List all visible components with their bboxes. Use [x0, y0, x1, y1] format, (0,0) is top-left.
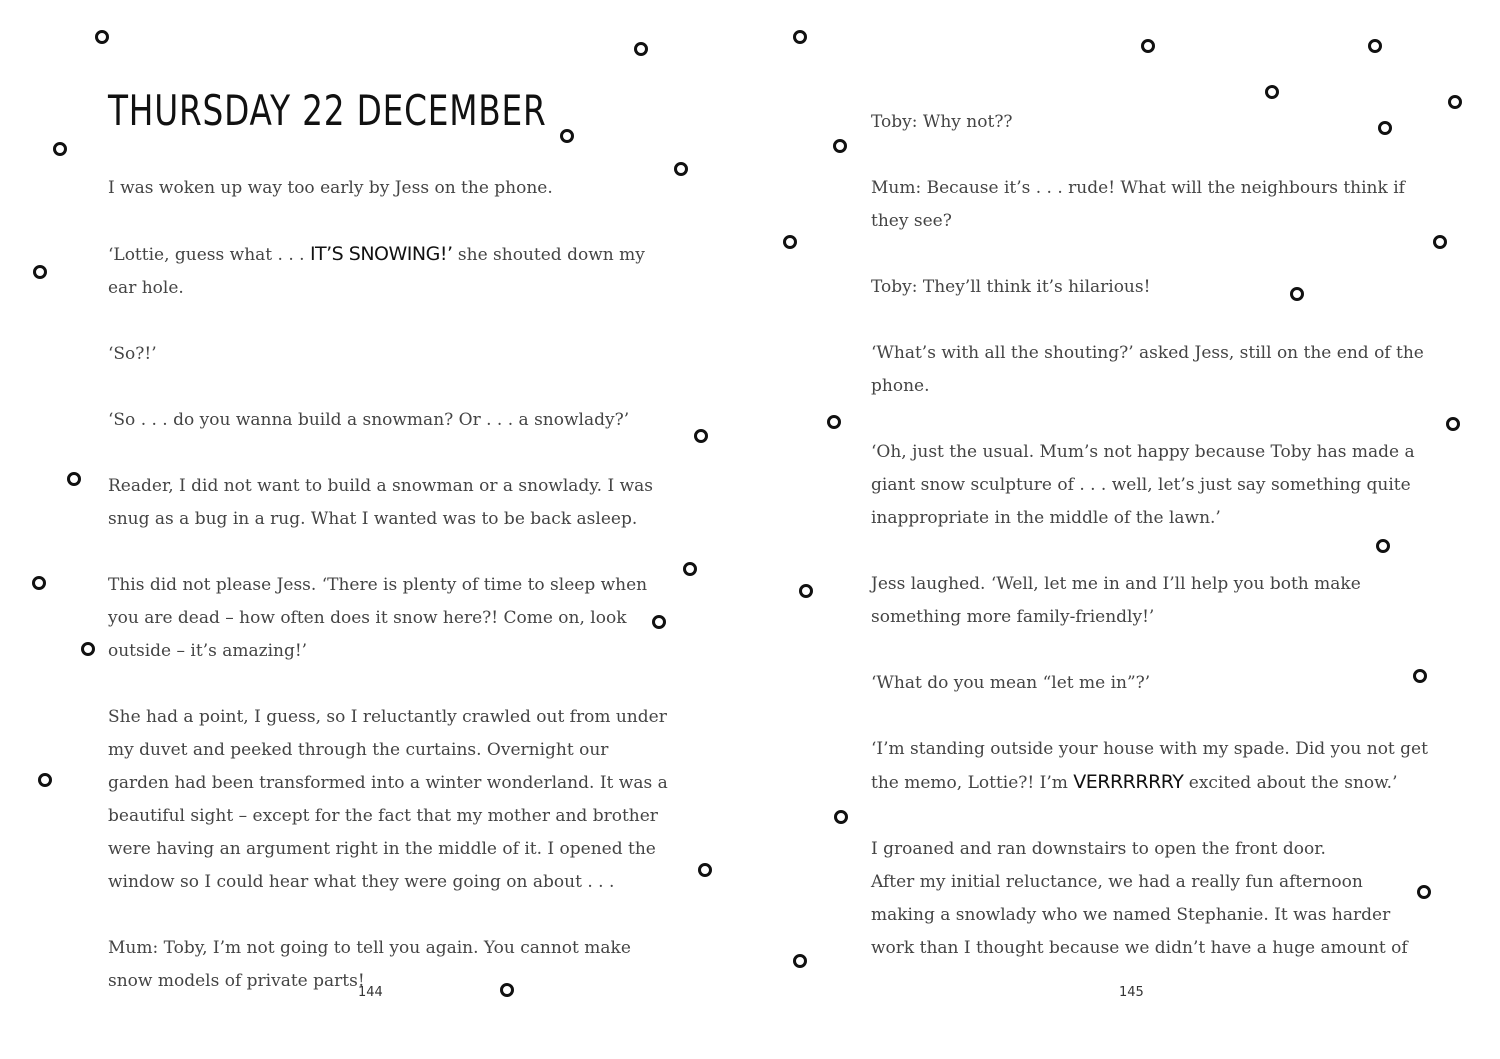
snow-dot-icon	[53, 142, 67, 156]
snow-dot-icon	[833, 139, 847, 153]
snow-dot-icon	[81, 642, 95, 656]
snow-dot-icon	[1290, 287, 1304, 301]
snow-dot-icon	[1141, 39, 1155, 53]
snow-dot-icon	[1417, 885, 1431, 899]
snow-dot-icon	[783, 235, 797, 249]
page-number: 145	[1119, 985, 1144, 1000]
snow-dot-icon	[33, 265, 47, 279]
snow-dot-icon	[652, 615, 666, 629]
paragraph: Jess laughed. ‘Well, let me in and I’ll help you both make something more family-friendly!’	[871, 574, 1361, 627]
snow-dot-icon	[674, 162, 688, 176]
page-number: 144	[358, 985, 383, 1000]
snow-dot-icon	[1446, 417, 1460, 431]
right-page	[750, 0, 1500, 1059]
paragraph: Mum: Toby, I’m not going to tell you again. You cannot make snow models of private parts!	[108, 938, 631, 991]
snow-dot-icon	[95, 30, 109, 44]
snow-dot-icon	[1448, 95, 1462, 109]
snow-dot-icon	[32, 576, 46, 590]
shouted-text: VERRRRRRY	[1073, 771, 1184, 793]
snow-dot-icon	[634, 42, 648, 56]
paragraph: This did not please Jess. ‘There is plenty of time to sleep when you are dead – how often does it snow here?! Come on, look outside – it’s amazing!’	[108, 575, 648, 661]
paragraph: ‘What do you mean “let me in”?’	[871, 673, 1151, 693]
paragraph: ‘What’s with all the shouting?’ asked Jess, still on the end of the phone.	[871, 343, 1424, 396]
paragraph: Mum: Because it’s . . . rude! What will the neighbours think if they see?	[871, 178, 1405, 231]
snow-dot-icon	[683, 562, 697, 576]
paragraph-text: she shouted down my ear hole.	[108, 245, 645, 298]
snow-dot-icon	[38, 773, 52, 787]
paragraph: Toby: They’ll think it’s hilarious!	[871, 277, 1151, 297]
paragraph: ‘Oh, just the usual. Mum’s not happy because Toby has made a giant snow sculpture of . . . well, let’s just say something quite inappropriate in the middle of the lawn.’	[871, 442, 1415, 528]
snow-dot-icon	[698, 863, 712, 877]
snow-dot-icon	[799, 584, 813, 598]
snow-dot-icon	[1368, 39, 1382, 53]
paragraph-text: ‘Lottie, guess what . . .	[108, 245, 310, 265]
snow-dot-icon	[793, 954, 807, 968]
paragraph: I was woken up way too early by Jess on the phone.	[108, 178, 553, 198]
paragraph-text: excited about the snow.’	[1183, 773, 1398, 793]
snow-dot-icon	[560, 129, 574, 143]
snow-dot-icon	[827, 415, 841, 429]
snow-dot-icon	[1376, 539, 1390, 553]
paragraph: I groaned and ran downstairs to open the front door.	[871, 839, 1326, 859]
snow-dot-icon	[1265, 85, 1279, 99]
snow-dot-icon	[1378, 121, 1392, 135]
paragraph	[108, 238, 668, 305]
snow-dot-icon	[694, 429, 708, 443]
paragraph: She had a point, I guess, so I reluctantly crawled out from under my duvet and peeked through the curtains. Overnight our garden had been transformed into a winter wonderland. It was a beautiful sight – except for the fact that my mother and brother were having an argument right in the middle of it. I opened the window so I could hear what they were going on about . . .	[108, 707, 668, 892]
snow-dot-icon	[1413, 669, 1427, 683]
left-page-text	[108, 172, 668, 1031]
paragraph: ‘So?!’	[108, 344, 157, 364]
snow-dot-icon	[500, 983, 514, 997]
snow-dot-icon	[1433, 235, 1447, 249]
paragraph	[871, 733, 1431, 800]
snow-dot-icon	[834, 810, 848, 824]
right-page-text	[871, 106, 1431, 998]
diary-date-heading: THURSDAY 22 DECEMBER	[108, 86, 547, 135]
paragraph-text: ‘I’m standing outside your house with my spade. Did you not get the memo, Lottie?! I’m	[871, 739, 1428, 793]
snow-dot-icon	[793, 30, 807, 44]
paragraph: Reader, I did not want to build a snowman or a snowlady. I was snug as a bug in a rug. What I wanted was to be back asleep.	[108, 476, 653, 529]
paragraph: Toby: Why not??	[871, 112, 1013, 132]
paragraph: ‘So . . . do you wanna build a snowman? Or . . . a snowlady?’	[108, 410, 630, 430]
snow-dot-icon	[67, 472, 81, 486]
paragraph: After my initial reluctance, we had a really fun afternoon making a snowlady who we named Stephanie. It was harder work than I thought because we didn’t have a huge amount of	[871, 872, 1408, 958]
shouted-text: IT’S SNOWING!’	[309, 243, 453, 265]
